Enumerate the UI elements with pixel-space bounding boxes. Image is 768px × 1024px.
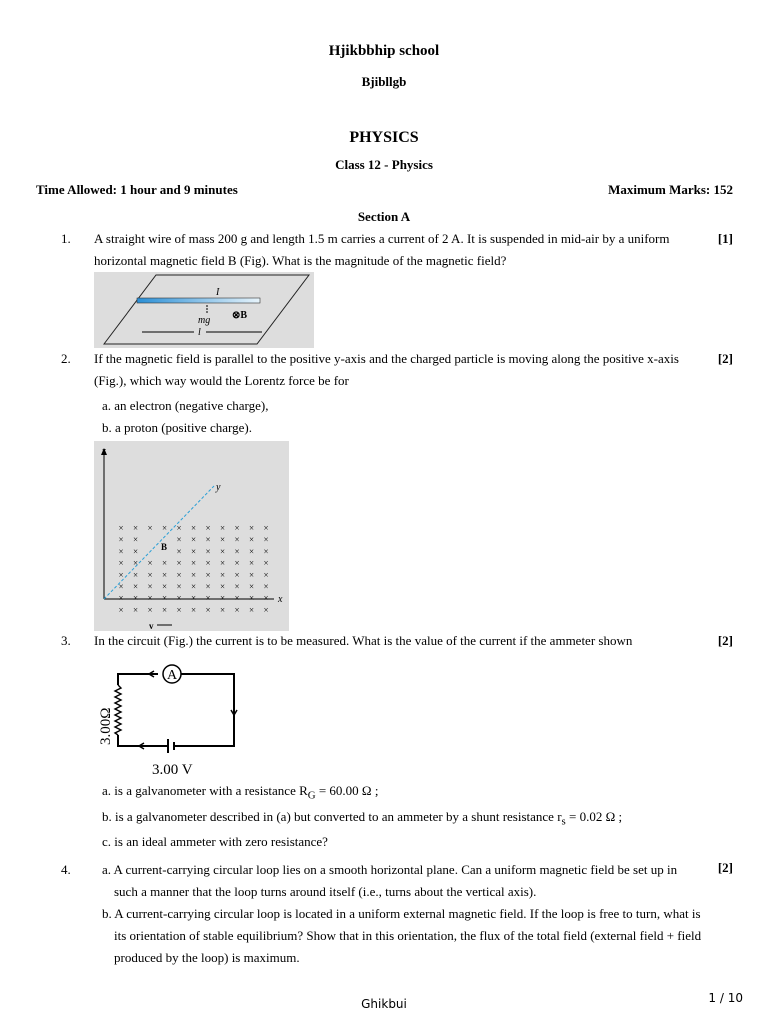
field-cross-mark: × bbox=[263, 534, 269, 545]
field-cross-mark: × bbox=[234, 534, 240, 545]
field-cross-mark: × bbox=[248, 581, 255, 592]
field-cross-mark: × bbox=[132, 569, 139, 580]
field-cross-mark: × bbox=[205, 558, 211, 569]
question-marks: [2] bbox=[717, 860, 733, 875]
y-axis-label: y bbox=[216, 482, 221, 493]
field-cross-mark: × bbox=[176, 534, 182, 545]
school-name: Hjikbbhip school bbox=[328, 43, 440, 59]
part-text: a. is a galvanometer with a resistance R bbox=[102, 783, 308, 798]
question-text: If the magnetic field is parallel to the positive y-axis and the charged particle is moving along the positive x-axis (Fig.), which way would the Lorentz force be for bbox=[94, 351, 679, 388]
question-marks: [2] bbox=[717, 351, 733, 366]
field-cross-mark: × bbox=[118, 593, 124, 604]
field-cross-mark: × bbox=[219, 546, 226, 557]
field-cross-mark: × bbox=[263, 558, 269, 569]
field-cross-mark: × bbox=[248, 523, 255, 533]
section-title: Section A bbox=[357, 209, 411, 224]
field-cross-mark: × bbox=[190, 604, 197, 615]
battery-label: 3.00 V bbox=[152, 762, 193, 778]
field-cross-mark: × bbox=[147, 581, 153, 592]
field-cross-mark: × bbox=[234, 581, 240, 592]
field-cross-mark: × bbox=[248, 593, 255, 604]
field-cross-mark: × bbox=[205, 593, 211, 604]
field-cross-mark: × bbox=[219, 581, 226, 592]
field-cross-mark: × bbox=[161, 604, 168, 615]
part-a: a. an electron (negative charge), bbox=[102, 398, 269, 413]
subscript: G bbox=[307, 789, 316, 802]
field-cross-mark: × bbox=[176, 558, 182, 569]
field-cross-mark: × bbox=[161, 593, 168, 604]
z-axis-label: z bbox=[102, 446, 106, 457]
part-b bbox=[102, 806, 622, 833]
ammeter-label: A bbox=[166, 668, 178, 683]
weight-label: mg bbox=[198, 315, 211, 326]
part-c: c. is an ideal ammeter with zero resistance? bbox=[102, 834, 328, 849]
field-cross-mark: × bbox=[248, 569, 255, 580]
field-cross-mark: × bbox=[263, 593, 269, 604]
field-cross-mark: × bbox=[161, 558, 168, 569]
part-b: b. A current-carrying circular loop is located in a uniform external magnetic field. If the loop is free to turn, what is its orientation of stable equilibrium? Show that in this orientation, the flux of the total field (external field + field produced by the loop) is maximum. bbox=[102, 906, 702, 965]
field-cross-mark: × bbox=[161, 569, 168, 580]
field-cross-mark: × bbox=[205, 523, 211, 533]
field-cross-mark: × bbox=[118, 569, 124, 580]
field-cross-mark: × bbox=[234, 558, 240, 569]
field-cross-mark: × bbox=[205, 581, 211, 592]
class-title: Class 12 - Physics bbox=[335, 157, 433, 172]
resistor-label: 3.00Ω bbox=[98, 707, 114, 745]
field-cross-mark: × bbox=[161, 581, 168, 592]
field-cross-mark: × bbox=[190, 534, 197, 545]
question-marks: [1] bbox=[717, 231, 733, 246]
field-cross-mark: × bbox=[263, 604, 269, 615]
field-cross-mark: × bbox=[263, 523, 269, 533]
question-marks: [2] bbox=[717, 633, 733, 648]
field-cross-mark: × bbox=[190, 569, 197, 580]
x-axis-label: x bbox=[278, 594, 283, 605]
field-cross-mark: × bbox=[190, 523, 197, 533]
field-cross-mark: × bbox=[205, 604, 211, 615]
field-cross-mark: × bbox=[132, 558, 139, 569]
field-cross-mark: × bbox=[234, 569, 240, 580]
field-cross-mark: × bbox=[190, 558, 197, 569]
field-cross-mark: × bbox=[234, 593, 240, 604]
field-cross-mark: × bbox=[219, 534, 226, 545]
field-cross-mark: × bbox=[132, 581, 139, 592]
footer-name: Ghikbui bbox=[361, 997, 407, 1011]
current-label: I bbox=[216, 287, 220, 298]
field-cross-mark: × bbox=[248, 558, 255, 569]
field-cross-mark: × bbox=[132, 523, 139, 533]
field-cross-mark: × bbox=[248, 546, 255, 557]
velocity-label: v bbox=[149, 621, 154, 631]
field-cross-mark: × bbox=[176, 604, 182, 615]
subject-title: PHYSICS bbox=[349, 129, 419, 146]
field-cross-mark: × bbox=[132, 593, 139, 604]
field-cross-mark: × bbox=[263, 581, 269, 592]
field-cross-mark: × bbox=[147, 558, 153, 569]
field-cross-mark: × bbox=[219, 593, 226, 604]
field-cross-mark: × bbox=[118, 546, 124, 557]
field-cross-mark: × bbox=[147, 569, 153, 580]
field-cross-mark: × bbox=[147, 604, 153, 615]
lorentz-figure bbox=[94, 441, 289, 631]
question-number: 2. bbox=[61, 351, 71, 366]
field-cross-mark: × bbox=[118, 523, 124, 533]
field-cross-mark: × bbox=[248, 534, 255, 545]
field-cross-mark: × bbox=[248, 604, 255, 615]
subtitle: Bjibllgb bbox=[361, 74, 407, 89]
field-cross-mark: × bbox=[176, 581, 182, 592]
field-cross-mark: × bbox=[176, 523, 182, 533]
field-cross-mark: × bbox=[190, 581, 197, 592]
field-cross-mark: × bbox=[161, 523, 168, 533]
page-number: 1 / 10 bbox=[708, 991, 743, 1005]
part-text: = 60.00 Ω ; bbox=[315, 783, 379, 798]
time-allowed: Time Allowed: 1 hour and 9 minutes bbox=[36, 182, 238, 197]
part-a bbox=[102, 780, 378, 807]
subscript: s bbox=[561, 815, 566, 828]
field-cross-mark: × bbox=[118, 534, 124, 545]
wire-figure bbox=[94, 272, 314, 348]
field-cross-mark: × bbox=[176, 569, 182, 580]
part-a: a. A current-carrying circular loop lies on a smooth horizontal plane. Can a uniform magnetic field be set up in such a manner that the loop turns around itself (i.e., turns about the vertical axis). bbox=[102, 862, 678, 899]
field-cross-mark: × bbox=[205, 534, 211, 545]
question-text: A straight wire of mass 200 g and length 1.5 m carries a current of 2 A. It is suspended in mid-air by a uniform horizontal magnetic field B (Fig). What is the magnitude of the magnetic field? bbox=[94, 231, 670, 268]
circuit-figure bbox=[90, 650, 260, 780]
question-text: In the circuit (Fig.) the current is to be measured. What is the value of the current if the ammeter shown bbox=[94, 633, 633, 648]
field-cross-mark: × bbox=[190, 593, 197, 604]
field-cross-mark: × bbox=[234, 523, 240, 533]
field-cross-mark: × bbox=[205, 569, 211, 580]
field-cross-mark: × bbox=[205, 546, 211, 557]
field-cross-mark: × bbox=[147, 523, 153, 533]
field-cross-mark: × bbox=[118, 558, 124, 569]
field-cross-mark: × bbox=[219, 558, 226, 569]
part-b: b. a proton (positive charge). bbox=[102, 420, 252, 435]
field-cross-mark: × bbox=[190, 546, 197, 557]
field-cross-mark: × bbox=[132, 534, 139, 545]
field-cross-mark: × bbox=[132, 604, 139, 615]
field-cross-mark: × bbox=[234, 604, 240, 615]
field-cross-mark: × bbox=[118, 604, 124, 615]
part-text: b. is a galvanometer described in (a) but converted to an ammeter by a shunt resistance r bbox=[102, 809, 562, 824]
field-cross-mark: × bbox=[263, 546, 269, 557]
field-cross-mark: × bbox=[147, 593, 153, 604]
field-cross-mark: × bbox=[219, 523, 226, 533]
max-marks: Maximum Marks: 152 bbox=[608, 182, 733, 197]
field-cross-mark: × bbox=[132, 546, 139, 557]
field-label: ⊗B bbox=[232, 310, 248, 321]
field-cross-mark: × bbox=[176, 546, 182, 557]
question-number: 1. bbox=[61, 231, 71, 246]
field-cross-mark: × bbox=[219, 569, 226, 580]
question-number: 4. bbox=[61, 862, 71, 877]
length-label: l bbox=[198, 327, 201, 338]
field-cross-mark: × bbox=[176, 593, 182, 604]
field-label: B bbox=[161, 542, 168, 552]
part-text: = 0.02 Ω ; bbox=[565, 809, 623, 824]
field-cross-mark: × bbox=[234, 546, 240, 557]
question-number: 3. bbox=[61, 633, 71, 648]
field-cross-mark: × bbox=[118, 581, 124, 592]
field-cross-mark: × bbox=[219, 604, 226, 615]
field-cross-mark: × bbox=[263, 569, 269, 580]
